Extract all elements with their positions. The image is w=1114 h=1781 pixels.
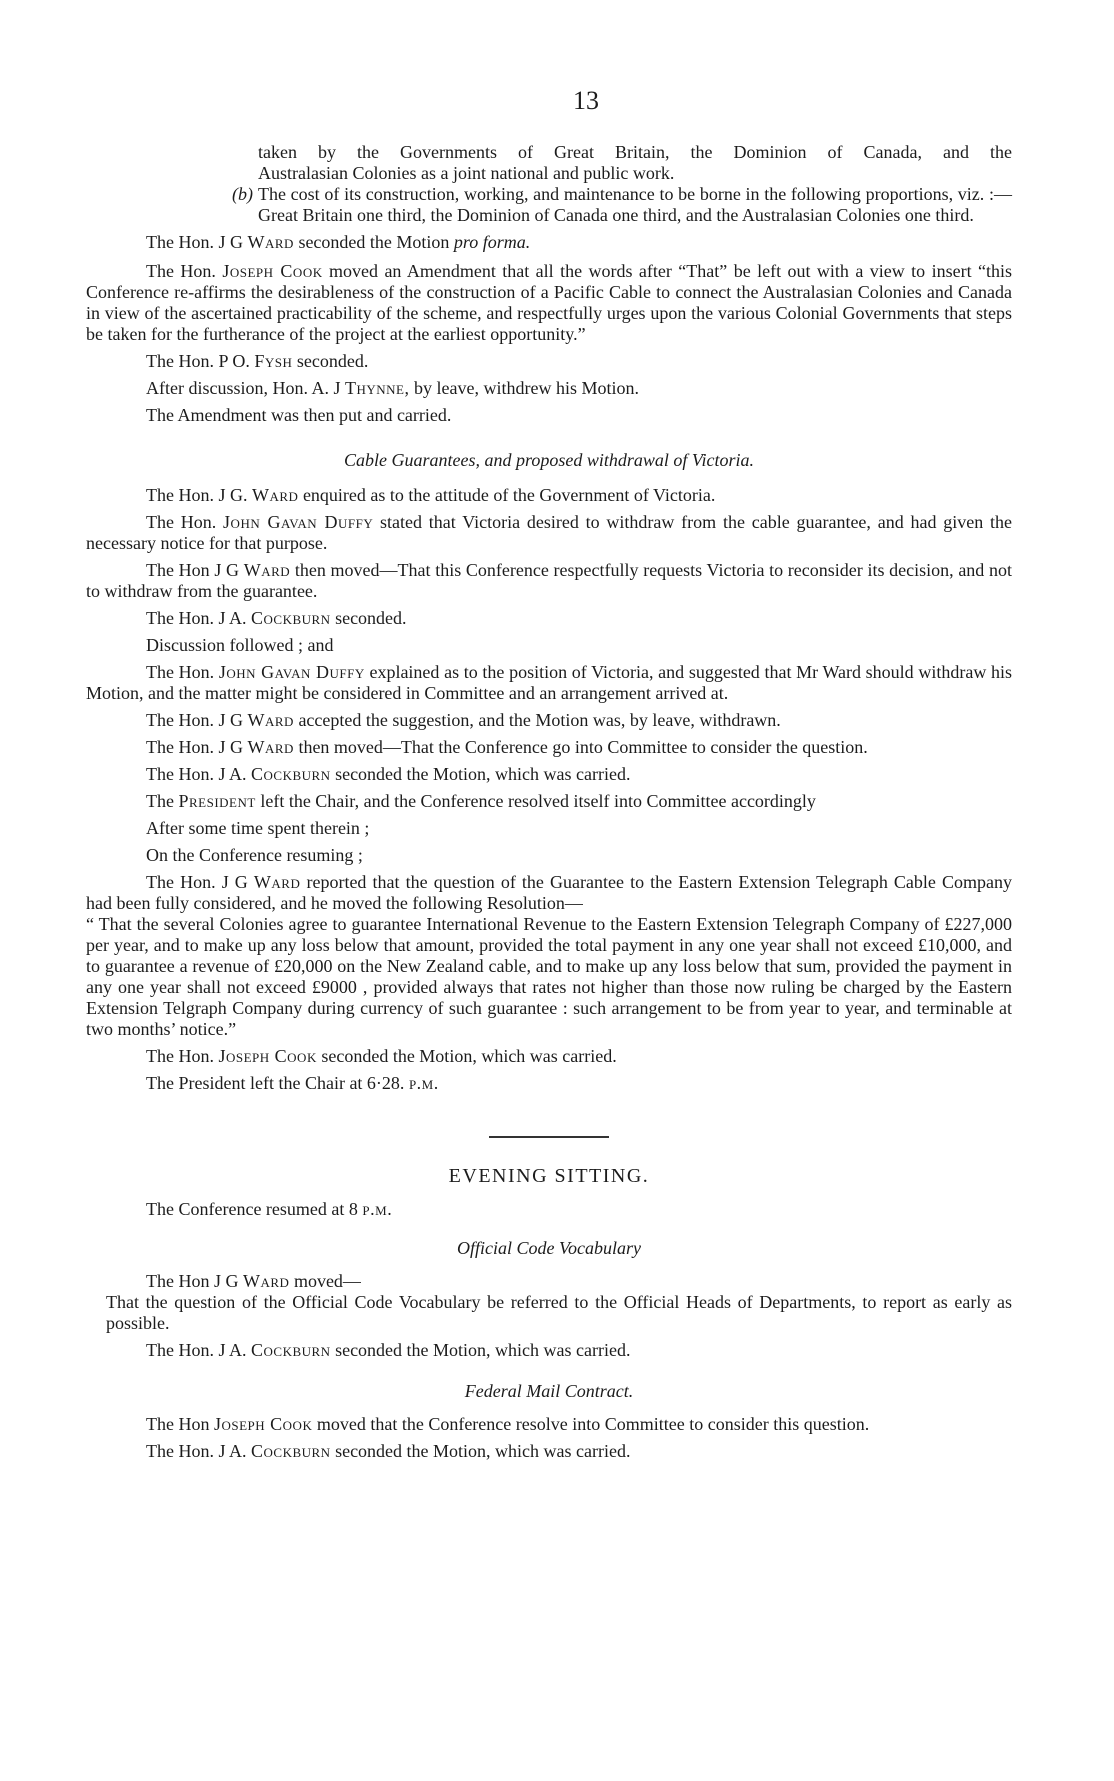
section-heading-cable-guarantees: Cable Guarantees, and proposed withdrawal of Victoria. [344,450,754,470]
member-name: John Gavan Duffy [223,512,374,532]
eve-para-4 [86,1441,1012,1462]
text: seconded. [335,608,407,628]
text: That the question of the Official Code Vocabulary be referred to the Official Heads of Departments, to report as early as possible. [106,1292,1012,1333]
eve-para-3 [86,1414,1012,1435]
text: then moved—That this Conference respectfully requests Victoria to reconsider its decision, and not to withdraw from the guarantee. [86,560,1012,601]
clause-continuation [86,142,1012,184]
clause-b [86,184,1012,226]
text: The Hon. J G. [146,485,248,505]
clause-b-text: The cost of its construction, working, and maintenance to be borne in the following proportions, viz. :—Great Britain one third, the Dominion of Canada one third, and the Australasian Colonies one third. [258,184,1012,225]
para-7 [86,710,1012,731]
para-12: On the Conference resuming ; [146,845,363,865]
para-15 [86,1073,1012,1094]
member-name: Joseph Cook [218,1046,317,1066]
section-divider [489,1136,609,1138]
member-name: Ward [243,560,291,580]
member-name: Cockburn [251,608,331,628]
text: The Conference resumed at 8 [146,1199,358,1219]
member-name: Joseph Cook [222,261,323,281]
para-5: Discussion followed ; and [146,635,334,655]
text: explained as to the position of Victoria, and suggested that Mr Ward should withdraw his Motion, and the matter might be considered in Committee and an arrangement arrived at. [86,662,1013,703]
page-number: 13 [573,86,599,115]
text: enquired as to the attitude of the Government of Victoria. [302,485,716,505]
member-name: Cockburn [251,1340,331,1360]
cook-amendment [86,261,1012,345]
member-name: Thynne, [345,378,410,398]
fysh-seconded [86,351,1012,372]
ward-seconded [86,232,1012,253]
text: The Hon. [146,662,215,682]
para-6 [86,662,1012,704]
para-3 [86,560,1012,602]
text: pro forma. [453,232,531,252]
text: p.m. [362,1199,393,1219]
text: The Hon. J A. [146,764,247,784]
evening-sitting-title: EVENING SITTING. [448,1165,650,1187]
para-14 [86,1046,1012,1067]
resolution-quote: “ That the several Colonies agree to guarantee International Revenue to the Eastern Extension Telegraph Company of £227,000 per year, and to make up any loss below that amount, provided the total payment in any one year shall not exceed £10,000, and to guarantee a revenue of £20,000 on the New Zealand cable, and to make up any loss below that sum, provided the payment in any one year shall not exceed £9000 , provided always that rates not higher than those now ruling be charged by the Eastern Extension Telgraph Company during currency of such guarantee : such arrangement to be from year to year, and terminable at two months’ notice.” [86,914,1012,1039]
member-name: Ward [253,872,301,892]
text: p.m. [408,1073,439,1093]
text: by leave, withdrew his Motion. [414,378,639,398]
text: seconded the Motion, which was carried. [335,764,631,784]
para-8 [86,737,1012,758]
section-heading-official-code: Official Code Vocabulary [457,1238,641,1258]
clause-line-1: taken by the Governments of Great Britain, the Dominion of Canada, and the [258,142,1012,162]
resumed [86,1199,1012,1220]
text: The Hon. J A. [146,608,247,628]
member-name: Ward [247,232,294,252]
para-13 [86,872,1012,914]
text: then moved—That the Conference go into Committee to consider the question. [298,737,868,757]
section-heading-federal-mail: Federal Mail Contract. [464,1381,634,1401]
text: The Hon. J G [146,232,243,252]
text: The Hon. J G [146,737,243,757]
member-name: Ward [247,710,294,730]
text: seconded. [296,351,369,371]
eve-quote [86,1292,1012,1334]
amendment-carried: The Amendment was then put and carried. [146,405,452,425]
text: The Hon. [146,512,217,532]
text: The President left the Chair at 6·28. [146,1073,405,1093]
text: The Hon J G [146,560,240,580]
clause-line-2: Australasian Colonies as a joint national and public work. [258,163,675,183]
clause-b-label: (b) [232,184,253,204]
text: The Hon [146,1414,210,1434]
text: The Hon. J A. [146,1441,247,1461]
eve-para-1 [86,1271,1012,1292]
text: The Hon J G [146,1271,239,1291]
para-9 [86,764,1012,785]
text: left the Chair, and the Conference resolved itself into Committee accordingly [260,791,816,811]
member-name: John Gavan Duffy [218,662,365,682]
text: The Hon. J G [146,872,248,892]
member-name: Fysh [254,351,293,371]
text: seconded the Motion, which was carried. [335,1441,631,1461]
text: After discussion, Hon. A. J [146,378,341,398]
text: The Hon. J A. [146,1340,247,1360]
text: seconded the Motion [298,232,450,252]
member-name: Joseph Cook [213,1414,313,1434]
member-name: Cockburn [251,764,331,784]
text: The Hon. [146,261,216,281]
text: The Hon. P O. [146,351,250,371]
text: moved that the Conference resolve into Committee to consider this question. [316,1414,870,1434]
text: moved— [293,1271,361,1291]
para-10 [86,791,1012,812]
member-name: Cockburn [251,1441,331,1461]
member-name: Ward [247,737,294,757]
member-name: Ward [252,485,299,505]
text: seconded the Motion, which was carried. [335,1340,631,1360]
thynne-withdrew [86,378,1012,399]
text: The Hon. J G [146,710,243,730]
eve-para-2 [86,1340,1012,1361]
member-name: Ward [243,1271,290,1291]
text: moved an Amendment that all the words after “That” be left out with a view to insert “this Conference re-affirms the desirableness of the construction of a Pacific Cable to connect the Australasian Colonies and Canada in view of the ascertained practicability of the scheme, and respectfully urges upon the various Colonial Governments that steps be taken for the furtherance of the project at the earliest opportunity.” [86,261,1013,344]
para-2 [86,512,1012,554]
text: The Hon. [146,1046,214,1066]
para-11: After some time spent therein ; [146,818,370,838]
text: accepted the suggestion, and the Motion was, by leave, withdrawn. [298,710,781,730]
text: reported that the question of the Guarantee to the Eastern Extension Telegraph Cable Company had been fully considered, and he moved the following Resolution— [86,872,1013,913]
para-4 [86,608,1012,629]
member-name: President [178,791,256,811]
text: stated that Victoria desired to withdraw from the cable guarantee, and had given the necessary notice for that purpose. [86,512,1013,553]
text: seconded the Motion, which was carried. [321,1046,617,1066]
text: The [146,791,174,811]
para-1 [86,485,1012,506]
page-body [86,142,1012,1462]
